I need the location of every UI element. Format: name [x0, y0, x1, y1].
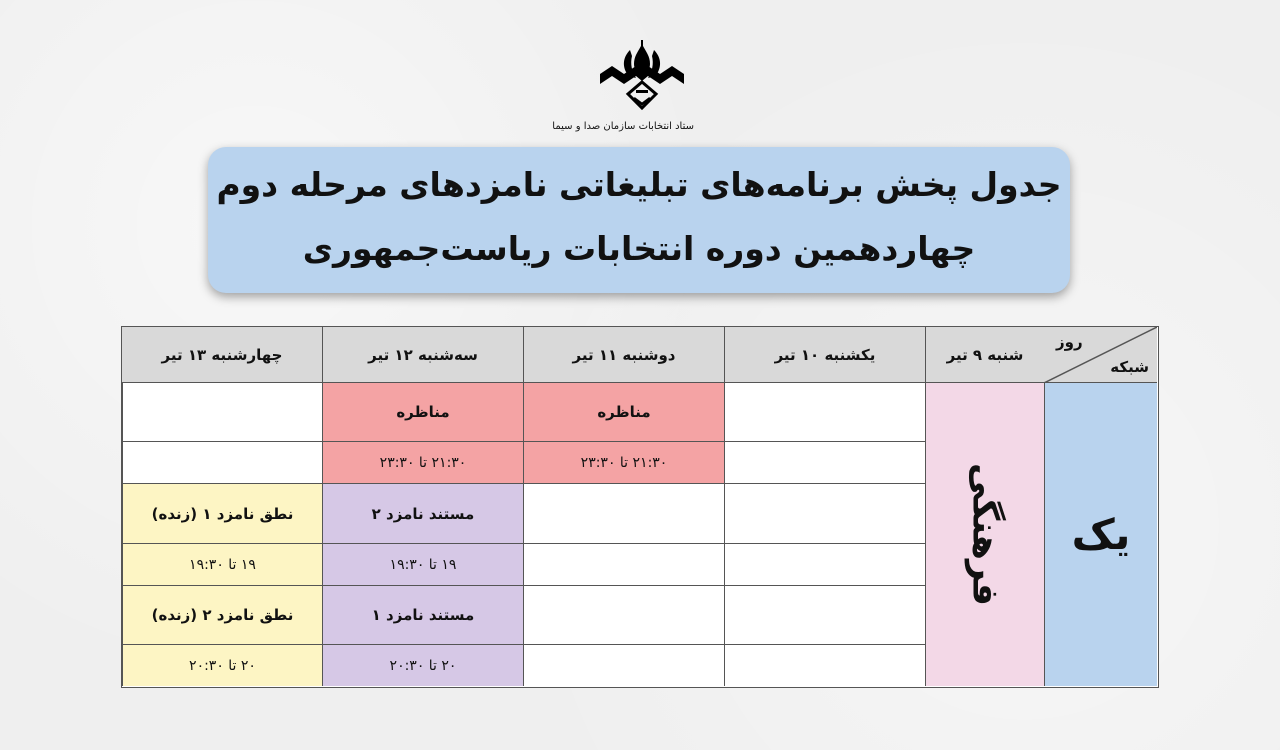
sunday-row-5	[724, 586, 925, 645]
sunday-row-2	[724, 442, 925, 484]
network-cell	[1044, 383, 1157, 686]
tuesday-documentary-1: مستند نامزد ۱	[322, 586, 523, 645]
monday-debate: مناظره	[523, 383, 724, 442]
corner-network-label: شبکه	[1110, 358, 1149, 376]
day-header-tue: سه‌شنبه ۱۲ تیر	[322, 327, 523, 383]
wednesday-row-1	[122, 383, 322, 442]
wednesday-speech-1: نطق نامزد ۱ (زنده)	[122, 484, 322, 544]
day-header-sat: شنبه ۹ تیر	[925, 327, 1044, 383]
wednesday-speech-1-time: ۱۹ تا ۱۹:۳۰	[122, 544, 322, 586]
tuesday-debate-time: ۲۱:۳۰ تا ۲۳:۳۰	[322, 442, 523, 484]
title-box	[208, 147, 1070, 293]
emblem-icon	[590, 38, 694, 120]
tuesday-documentary-2-time: ۱۹ تا ۱۹:۳۰	[322, 544, 523, 586]
broadcaster-logo	[552, 38, 694, 136]
sunday-row-4	[724, 544, 925, 586]
saturday-note: فرهنگی	[964, 463, 1006, 606]
monday-row-4	[523, 544, 724, 586]
day-header-mon: دوشنبه ۱۱ تیر	[523, 327, 724, 383]
sunday-row-6	[724, 645, 925, 686]
tuesday-debate: مناظره	[322, 383, 523, 442]
sunday-row-3	[724, 484, 925, 544]
day-header-wed: چهارشنبه ۱۳ تیر	[122, 327, 322, 383]
monday-row-6	[523, 645, 724, 686]
monday-row-3	[523, 484, 724, 544]
corner-header-cell	[1044, 327, 1157, 383]
monday-row-5	[523, 586, 724, 645]
logo-caption: ستاد انتخابات سازمان صدا و سیما	[552, 121, 694, 132]
tuesday-documentary-1-time: ۲۰ تا ۲۰:۳۰	[322, 645, 523, 686]
saturday-cell	[925, 383, 1044, 686]
network-name: یک	[1071, 510, 1131, 559]
sunday-row-1	[724, 383, 925, 442]
wednesday-speech-2-time: ۲۰ تا ۲۰:۳۰	[122, 645, 322, 686]
title-line-1: جدول پخش برنامه‌های تبلیغاتی نامزدهای مرحله دوم	[216, 165, 1062, 204]
schedule-table	[121, 326, 1159, 688]
wednesday-speech-2: نطق نامزد ۲ (زنده)	[122, 586, 322, 645]
monday-debate-time: ۲۱:۳۰ تا ۲۳:۳۰	[523, 442, 724, 484]
day-header-sun: یکشنبه ۱۰ تیر	[724, 327, 925, 383]
title-line-2: چهاردهمین دوره انتخابات ریاست‌جمهوری	[302, 229, 976, 268]
wednesday-row-2	[122, 442, 322, 484]
corner-day-label: روز	[1056, 333, 1083, 351]
tuesday-documentary-2: مستند نامزد ۲	[322, 484, 523, 544]
